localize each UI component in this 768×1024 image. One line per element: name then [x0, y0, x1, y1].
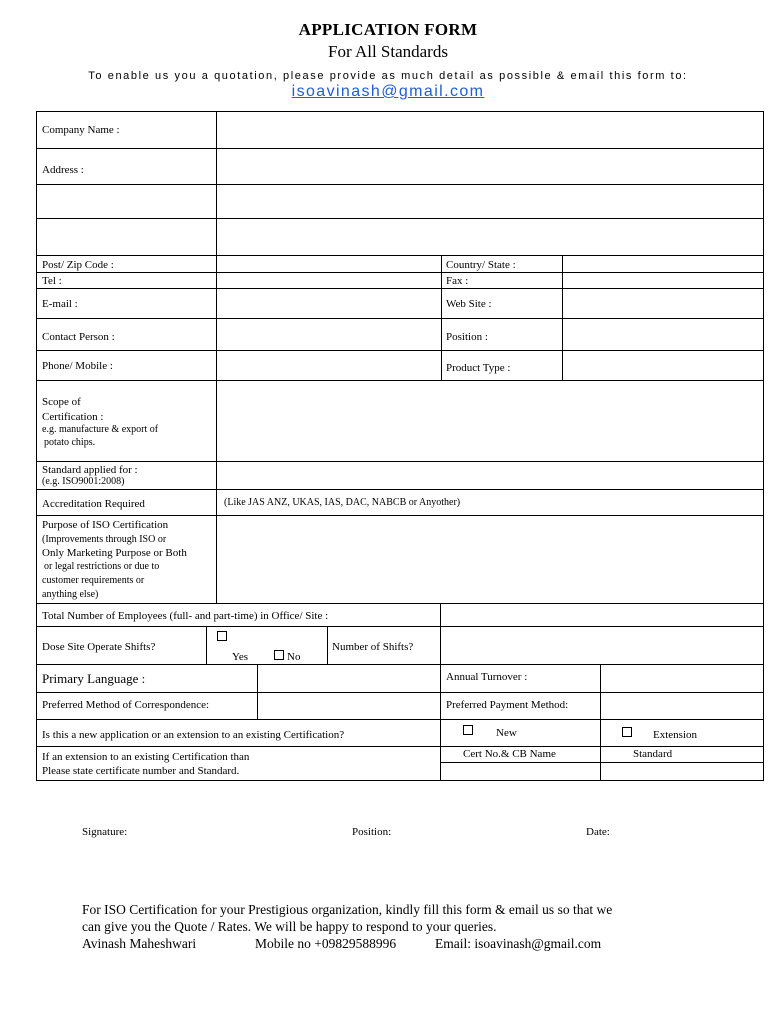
cert-no-header: Cert No.& CB Name [463, 748, 556, 760]
annual-turnover-label: Annual Turnover : [446, 671, 528, 683]
email-label: E-mail : [42, 298, 78, 310]
purpose-line-1: (Improvements through ISO or [42, 534, 167, 545]
pref-correspondence-label: Preferred Method of Correspondence: [42, 699, 210, 711]
standard-example: (e.g. ISO9001:2008) [42, 476, 125, 487]
phone-mobile-label: Phone/ Mobile : [42, 360, 113, 372]
purpose-label: Purpose of ISO Certification [42, 519, 169, 531]
accreditation-label: Accreditation Required [42, 498, 145, 510]
scope-label-2: Certification : [42, 411, 104, 423]
shifts-no-label: No [287, 651, 301, 663]
purpose-line-3: or legal restrictions or due to [44, 561, 160, 572]
purpose-line-5: anything else) [42, 589, 99, 600]
extension-label: Extension [653, 729, 697, 741]
company-name-label: Company Name : [42, 124, 120, 136]
extension-info-2: Please state certificate number and Standard. [42, 765, 240, 777]
num-shifts-label: Number of Shifts? [332, 641, 414, 653]
shifts-question: Dose Site Operate Shifts? [42, 641, 156, 653]
footer-line-1: For ISO Certification for your Prestigious organization, kindly fill this form & email us so that we [82, 902, 613, 917]
new-or-extension-question: Is this a new application or an extension to an existing Certification? [42, 729, 345, 741]
shifts-yes-checkbox[interactable] [217, 631, 227, 641]
standard-applied-label: Standard applied for : [42, 464, 138, 476]
form-subtitle: For All Standards [328, 42, 448, 61]
primary-language-label: Primary Language : [42, 671, 146, 686]
shifts-yes-label: Yes [232, 651, 249, 663]
accreditation-hint: (Like JAS ANZ, UKAS, IAS, DAC, NABCB or Anyother) [224, 497, 461, 508]
tel-label: Tel : [42, 275, 62, 287]
footer-email: Email: isoavinash@gmail.com [435, 936, 602, 951]
new-label: New [496, 727, 517, 739]
footer-line-2: can give you the Quote / Rates. We will be happy to respond to your queries. [82, 919, 497, 934]
email-link[interactable]: isoavinash@gmail.com [291, 83, 485, 100]
form-title: APPLICATION FORM [298, 20, 478, 39]
standard-header: Standard [633, 748, 673, 760]
pref-payment-label: Preferred Payment Method: [446, 699, 569, 711]
post-zip-label: Post/ Zip Code : [42, 259, 114, 271]
shifts-no-checkbox[interactable] [274, 650, 284, 660]
employees-label: Total Number of Employees (full- and part-time) in Office/ Site : [42, 610, 329, 622]
scope-example-2: potato chips. [44, 437, 96, 448]
signature-label: Signature: [82, 826, 128, 838]
extension-info-1: If an extension to an existing Certification than [42, 751, 250, 763]
address-label: Address : [42, 164, 84, 176]
date-label: Date: [586, 826, 610, 838]
country-state-label: Country/ State : [446, 259, 516, 271]
purpose-line-4: customer requirements or [42, 575, 145, 586]
scope-label-1: Scope of [42, 396, 81, 408]
footer-mobile: Mobile no +09829588996 [255, 936, 397, 951]
product-type-label: Product Type : [446, 362, 511, 374]
new-checkbox[interactable] [463, 725, 473, 735]
website-label: Web Site : [446, 298, 492, 310]
position-signature-label: Position: [352, 826, 392, 838]
fax-label: Fax : [446, 275, 469, 287]
footer-name: Avinash Maheshwari [82, 936, 197, 951]
contact-person-label: Contact Person : [42, 331, 115, 343]
extension-checkbox[interactable] [622, 727, 632, 737]
scope-example-1: e.g. manufacture & export of [42, 424, 159, 435]
purpose-line-2: Only Marketing Purpose or Both [42, 547, 187, 559]
position-label: Position : [446, 331, 488, 343]
form-instruction: To enable us you a quotation, please provide as much detail as possible & email this form to: [88, 70, 688, 82]
